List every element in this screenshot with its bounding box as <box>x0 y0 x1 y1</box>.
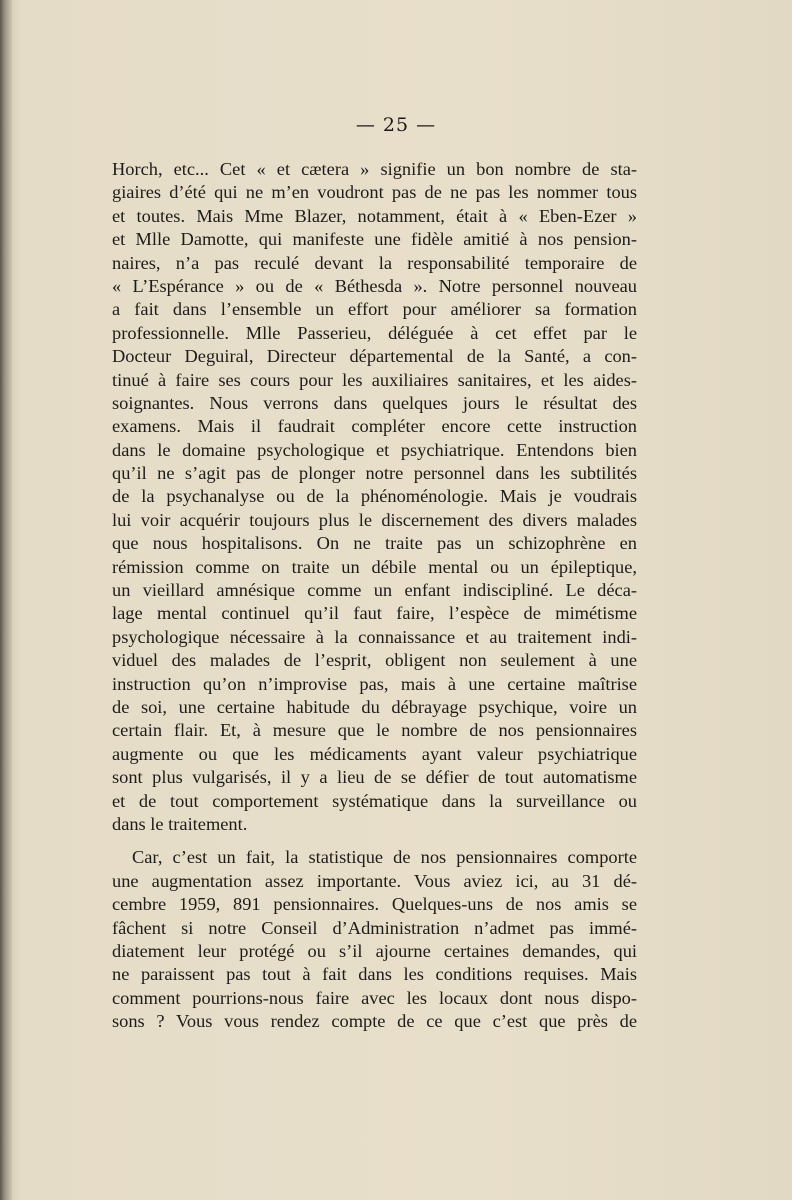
text-line: « L’Espérance » ou de « Béthesda ». Notre personnel nouveau <box>112 275 637 296</box>
text-line: Docteur Deguiral, Directeur départemental de la Santé, a con- <box>112 346 637 367</box>
text-line: Horch, etc... Cet « et cætera » signifie un bon nombre de sta- <box>112 159 637 179</box>
text-line: a fait dans l’ensemble un effort pour améliorer sa formation <box>112 299 637 320</box>
text-line: Car, c’est un fait, la statistique de nos pensionnaires comporte <box>132 847 637 868</box>
paragraph-2 <box>112 846 637 1033</box>
text-line: dans le traitement. <box>112 813 248 834</box>
text-line: soignantes. Nous verrons dans quelques jours le résultat des <box>112 392 637 413</box>
text-line: et Mlle Damotte, qui manifeste une fidèle amitié à nos pension- <box>112 229 637 250</box>
text-line: sont plus vulgarisés, il y a lieu de se défier de tout automatisme <box>112 767 637 788</box>
text-line: naires, n’a pas reculé devant la responsabilité temporaire de <box>112 252 637 273</box>
text-line: un vieillard amnésique comme un enfant indiscipliné. Le déca- <box>112 580 637 601</box>
text-line: professionnelle. Mlle Passerieu, déléguée à cet effet par le <box>112 322 637 343</box>
text-line: fâchent si notre Conseil d’Administration n’admet pas immé- <box>112 917 637 938</box>
binding-edge <box>0 0 12 1200</box>
text-line: psychologique nécessaire à la connaissance et au traitement indi- <box>112 626 637 647</box>
body-text <box>112 158 637 1033</box>
text-line: tinué à faire ses cours pour les auxiliaires sanitaires, et les aides- <box>112 369 637 390</box>
page-number: — 25 — <box>355 114 437 136</box>
text-line: ne paraissent pas tout à fait dans les conditions requises. Mais <box>112 964 637 985</box>
text-line: une augmentation assez importante. Vous aviez ici, au 31 dé- <box>112 870 637 891</box>
text-line: rémission comme on traite un débile mental ou un épileptique, <box>112 556 637 577</box>
text-line: giaires d’été qui ne m’en voudront pas de ne pas les nommer tous <box>112 182 637 203</box>
text-line: et toutes. Mais Mme Blazer, notamment, était à « Eben-Ezer » <box>112 205 637 226</box>
text-line: certain flair. Et, à mesure que le nombre de nos pensionnaires <box>112 720 637 741</box>
text-line: instruction qu’on n’improvise pas, mais à une certaine maîtrise <box>112 673 637 694</box>
text-line: cembre 1959, 891 pensionnaires. Quelques-uns de nos amis se <box>112 894 637 915</box>
text-line: diatement leur protégé ou s’il ajourne certaines demandes, qui <box>112 940 637 961</box>
text-line: de la psychanalyse ou de la phénoménologie. Mais je voudrais <box>112 486 637 507</box>
text-line: viduel des malades de l’esprit, obligent non seulement à une <box>112 650 637 671</box>
text-line: examens. Mais il faudrait compléter encore cette instruction <box>112 416 637 437</box>
text-line: de soi, une certaine habitude du débrayage psychique, voire un <box>112 696 637 717</box>
text-line: comment pourrions-nous faire avec les locaux dont nous dispo- <box>112 987 637 1008</box>
text-line: qu’il ne s’agit pas de plonger notre personnel dans les subtilités <box>112 463 637 484</box>
text-line: sons ? Vous vous rendez compte de ce que c’est que près de <box>112 1011 637 1032</box>
paragraph-1 <box>112 158 637 836</box>
text-line: et de tout comportement systématique dans la surveillance ou <box>112 790 637 811</box>
text-line: lui voir acquérir toujours plus le discernement des divers malades <box>112 509 637 530</box>
text-line: que nous hospitalisons. On ne traite pas un schizophrène en <box>112 533 637 554</box>
text-line: lage mental continuel qu’il faut faire, l’espèce de mimétisme <box>112 603 637 624</box>
text-line: augmente ou que les médicaments ayant valeur psychiatrique <box>112 743 637 764</box>
text-line: dans le domaine psychologique et psychiatrique. Entendons bien <box>112 439 637 460</box>
